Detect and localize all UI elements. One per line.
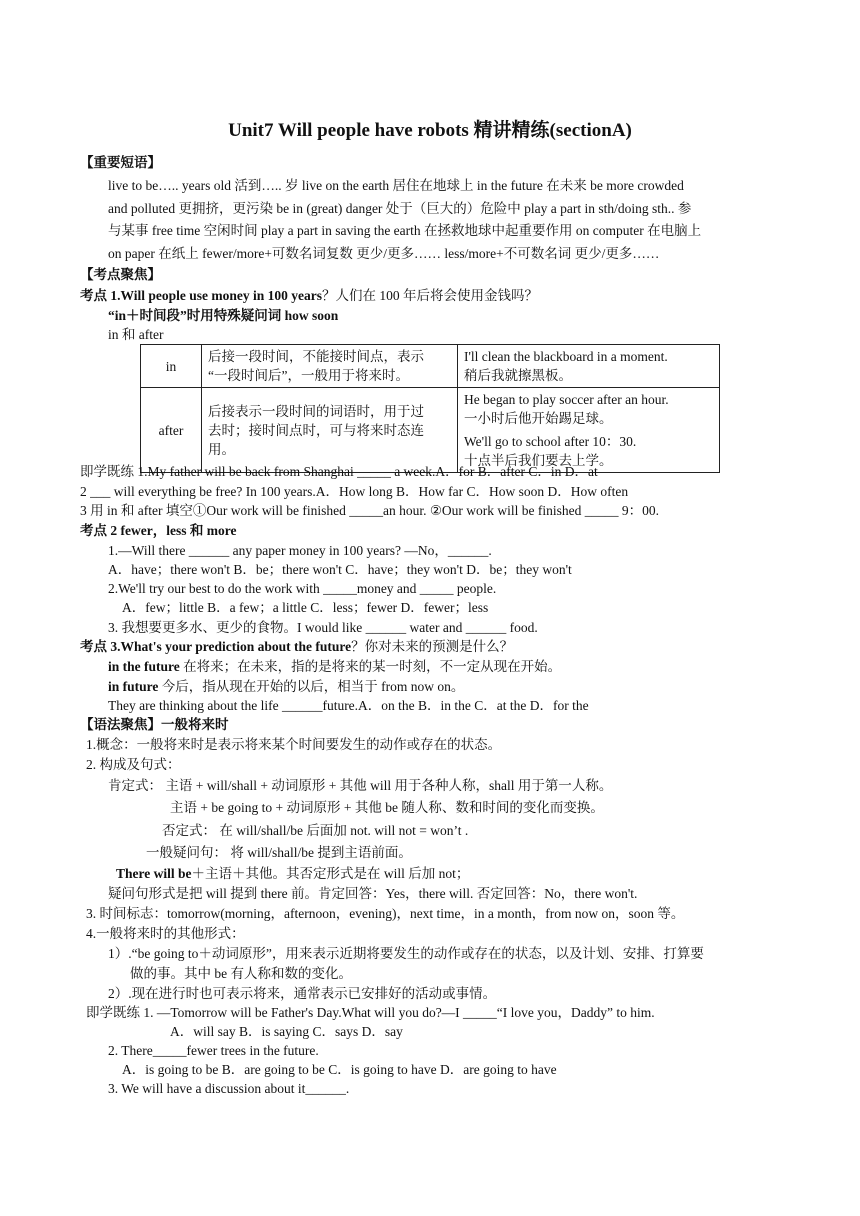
table-key-after: after [141, 388, 202, 473]
practice-line: 即学既练 1.My father will be back from Shanghai _____ a week.A．for B．after C．in D．at [80, 464, 598, 479]
in-after-table [140, 344, 720, 473]
desc-line: “一段时间后”，一般用于将来时。 [208, 368, 409, 383]
desc-line: 用。 [208, 441, 235, 457]
there-will-be-desc: ＋主语＋其他。其否定形式是在 will 后加 not； [191, 866, 470, 881]
point1-question-en: Will people use money in 100 years [120, 288, 323, 303]
phrase-line: live to be….. years old 活到….. 岁 live on the earth 居住在地球上 in the future 在未来 be more crowded [108, 178, 684, 193]
grammar-line: 2）.现在进行时也可表示将来，通常表示已安排好的活动或事情。 [108, 986, 497, 1001]
there-will-be: There will be [116, 866, 192, 881]
grammar-line: 主语 + be going to + 动词原形 + 其他 be 随人称、数和时间的变化而变换。 [170, 800, 604, 815]
point2-line: 3. 我想要更多水、更少的食物。I would like ______ water and ______ food. [108, 620, 538, 635]
example-line: 稍后我就擦黑板。 [464, 368, 572, 383]
term-bold: in the future [108, 659, 180, 674]
practice2-line: 即学既练 1. —Tomorrow will be Father's Day.What will you do?—I _____“I love you，Daddy” to him. [86, 1005, 655, 1020]
grammar-line: 1）.“be going to＋动词原形”，用来表示近期将要发生的动作或存在的状态，以及计划、安排、打算要 [108, 946, 704, 961]
point1-subheading: “in＋时间段”时用特殊疑问词 how soon [108, 308, 339, 323]
point3-line [108, 677, 464, 696]
point2-line: A．few；little B．a few；a little C．less；fewer D．fewer；less [122, 600, 489, 615]
point1-question [80, 286, 538, 305]
grammar-line: 4.一般将来时的其他形式： [86, 926, 245, 941]
practice-line: 3 用 in 和 after 填空①Our work will be finished _____an hour. ②Our work will be finished _____ 9：00. [80, 503, 660, 518]
phrase-line: on paper 在纸上 fewer/more+可数名词复数 更少/更多…… less/more+不可数名词 更少/更多…… [108, 246, 660, 261]
practice2-line: A．is going to be B．are going to be C．is going to have D．are going to have [122, 1062, 557, 1077]
grammar-heading: 【语法聚焦】一般将来时 [80, 717, 229, 732]
practice2-line: 2. There_____fewer trees in the future. [108, 1043, 319, 1058]
grammar-line: 2. 构成及句式： [86, 757, 181, 772]
table-key-in: in [141, 345, 202, 388]
point3-line [108, 657, 561, 676]
term-desc: 在将来；在未来，指的是将来的某一时刻，不一定从现在开始。 [179, 659, 562, 674]
point3-label: 考点 3. [80, 639, 121, 654]
phrases-heading: 【重要短语】 [80, 155, 161, 170]
point2-line: A．have；there won't B．be；there won't C．have；they won't D．be；they won't [108, 562, 572, 577]
term-bold: in future [108, 679, 159, 694]
point1-label: 考点 1. [80, 288, 121, 303]
example-line: He began to play soccer after an hour. [464, 392, 669, 407]
practice2-line: 3. We will have a discussion about it______. [108, 1081, 350, 1096]
table-row [141, 345, 720, 388]
point2-line: 2.We'll try our best to do the work with _____money and _____ people. [108, 581, 497, 596]
grammar-line: 3. 时间标志：tomorrow(morning，afternoon，evening)，next time，in a month，from now on，soon 等。 [86, 906, 685, 921]
grammar-line: 疑问句形式是把 will 提到 there 前。肯定回答：Yes，there will. 否定回答：No，there won't. [108, 886, 638, 901]
grammar-line: 1.概念：一般将来时是表示将来某个时间要发生的动作或存在的状态。 [86, 737, 502, 752]
in-after-label: in 和 after [108, 327, 164, 342]
point1-question-cn: ？人们在 100 年后将会使用金钱吗？ [322, 288, 539, 303]
example-line: We'll go to school after 10：30. [464, 434, 637, 449]
term-desc: 今后，指从现在开始的以后，相当于 from now on。 [158, 679, 465, 694]
example-line: 十点半后我们要去上学。 [464, 453, 613, 468]
there-will-be-line [116, 864, 469, 883]
table-example-after [458, 388, 720, 473]
grammar-line: 一般疑问句： 将 will/shall/be 提到主语前面。 [146, 845, 412, 860]
desc-line: 后接表示一段时间的词语时，用于过 [208, 403, 424, 419]
phrase-line: 与某事 free time 空闲时间 play a part in saving the earth 在拯救地球中起重要作用 on computer 在电脑上 [108, 223, 702, 238]
desc-line: 去时；接时间点时，可与将来时态连 [208, 422, 424, 438]
table-example-in [458, 345, 720, 388]
point3-question-cn: ？你对未来的预测是什么？ [351, 639, 514, 654]
table-desc-after [202, 388, 458, 473]
phrase-line: and polluted 更拥挤，更污染 be in (great) danger 处于（巨大的）危险中 play a part in sth/doing sth.. 参 [108, 201, 692, 216]
practice2-line: A．will say B．is saying C．says D．say [170, 1024, 403, 1039]
example-line: I'll clean the blackboard in a moment. [464, 349, 668, 364]
point3-line: They are thinking about the life ______future.A．on the B．in the C．at the D．for the [108, 698, 589, 713]
table-row [141, 388, 720, 473]
table-desc-in [202, 345, 458, 388]
point3-question [80, 637, 513, 656]
grammar-line: 做的事。其中 be 有人称和数的变化。 [130, 966, 352, 981]
point2-line: 1.—Will there ______ any paper money in 100 years? —No，______. [108, 543, 492, 558]
grammar-line: 肯定式： 主语 + will/shall + 动词原形 + 其他 will 用于各种人称，shall 用于第一人称。 [108, 778, 613, 793]
practice-line: 2 ___ will everything be free? In 100 years.A．How long B．How far C．How soon D．How often [80, 484, 629, 499]
example-line: 一小时后他开始踢足球。 [464, 411, 613, 426]
desc-line: 后接一段时间，不能接时间点，表示 [208, 349, 424, 364]
grammar-line: 否定式： 在 will/shall/be 后面加 not. will not = won’t . [162, 823, 469, 838]
point2-heading: 考点 2 fewer，less 和 more [80, 523, 237, 538]
focus-heading: 【考点聚焦】 [80, 267, 161, 282]
page-title: Unit7 Will people have robots 精讲精练(sectionA) [228, 120, 632, 141]
point3-question-en: What's your prediction about the future [120, 639, 352, 654]
